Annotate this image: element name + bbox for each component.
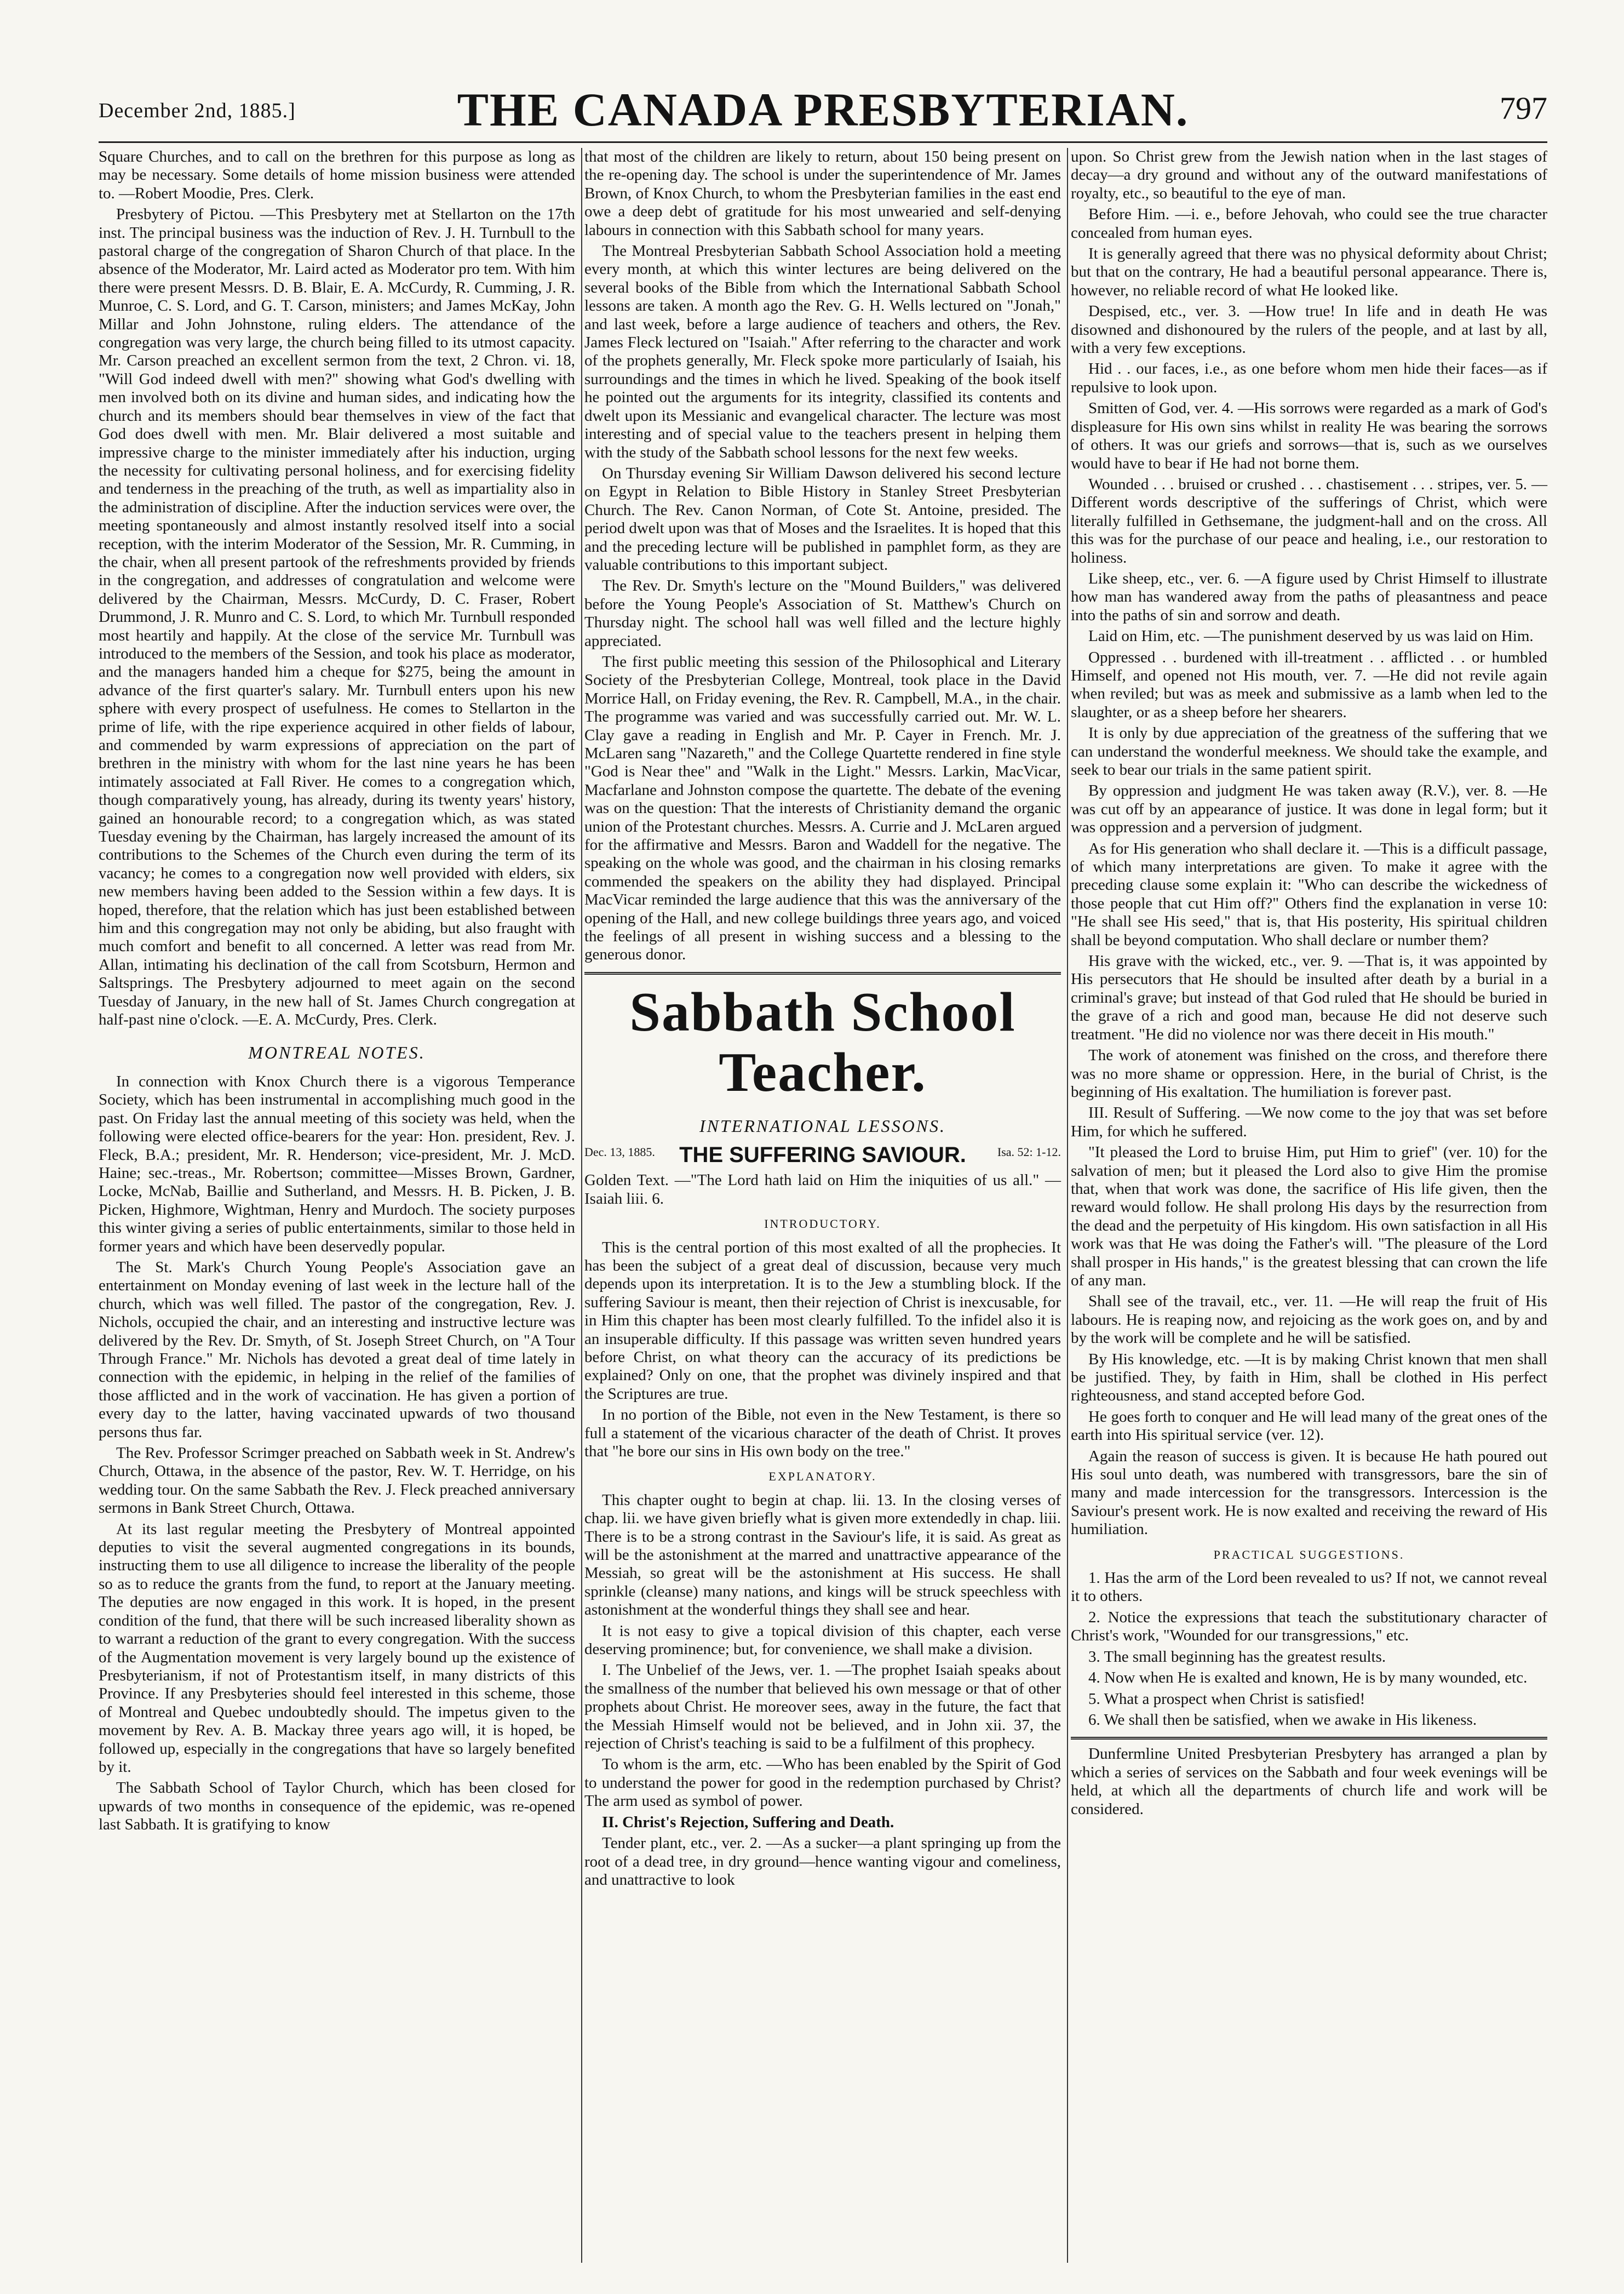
article-paragraph: Before Him. —i. e., before Jehovah, who could see the true character concealed from human eyes. [1071, 205, 1547, 242]
article-paragraph: It is generally agreed that there was no physical deformity about Christ; but that on the contrary, He had a beautiful personal appearance. There is, however, no reliable record of what He looked like. [1071, 245, 1547, 299]
header-rule [99, 141, 1547, 143]
article-paragraph: As for His generation who shall declare it. —This is a difficult passage, of which many interpretations are given. To make it agree with the preceding clause some explain it: "Who can describe the wickedness of those people that cut Him off?" Others find the explanation in verse 10: "He shall see His seed," that is, that His posterity, His spiritual children shall be beyond computation. Who shall declare or number them? [1071, 839, 1547, 949]
suggestion-item: 5. What a prospect when Christ is satisfied! [1088, 1690, 1365, 1708]
article-paragraph: The Rev. Professor Scrimger preached on Sabbath week in St. Andrew's Church, Ottawa, in the absence of the pastor, Rev. W. T. Herridge, on his wedding tour. On the same Sabbath the Rev. J. Fleck preached anniversary sermons in Bank Street Church, Ottawa. [99, 1444, 575, 1517]
suggestion-item: 4. Now when He is exalted and known, He is by many wounded, etc. [1088, 1669, 1528, 1687]
article-paragraph: Wounded . . . bruised or crushed . . . chastisement . . . stripes, ver. 5. —Different words descriptive of the sufferings of Christ, which were literally fulfilled in Gethsemane, the judgment-hall and on the cross. All this was for the purchase of our peace and healing, i.e., our restoration to holiness. [1071, 475, 1547, 567]
article-paragraph: I. The Unbelief of the Jews, ver. 1. —The prophet Isaiah speaks about the smallness of the number that believed his own message or that of other prophets about Christ. He moreover sees, away in the future, the fact that the Messiah Himself would not be believed, and in John xii. 37, the rejection of Christ's teaching is said to be a fulfilment of this prophecy. [584, 1661, 1061, 1753]
section-title-montreal-notes: MONTREAL NOTES. [248, 1042, 426, 1062]
newspaper-title: THE CANADA PRESBYTERIAN. [457, 83, 1189, 136]
column-divider [1067, 148, 1068, 2263]
article-paragraph: By His knowledge, etc. —It is by making Christ known that men shall be justified. They, by faith in Him, shall be clothed in His perfect righteousness, and stand accepted before God. [1071, 1350, 1547, 1405]
section-rule [584, 972, 1061, 975]
column-1 [99, 148, 575, 1837]
page-header [99, 82, 1547, 142]
column-3 [1071, 148, 1547, 1821]
lesson-heading [584, 1143, 1061, 1170]
article-paragraph: The Montreal Presbyterian Sabbath School Association hold a meeting every month, at which this winter lectures are being delivered on the several books of the Bible from which the International Sabbath School lessons are taken. A month ago the Rev. G. H. Wells lectured on "Jonah," and last week, before a large audience of teachers and others, the Rev. James Fleck lectured on "Isaiah." After referring to the character and work of the prophets generally, Mr. Fleck spoke more particularly of Isaiah, his surroundings and the times in which he lived. Speaking of the book itself he pointed out the arguments for its integrity, classified its contents and dwelt upon its Messianic and evangelical character. The lecture was most interesting and of special value to the teachers present in helping them with the study of the Sabbath school lessons for the next few weeks. [584, 242, 1061, 461]
article-paragraph: The Rev. Dr. Smyth's lecture on the "Mound Builders," was delivered before the Young People's Association of St. Matthew's Church on Thursday night. The school hall was well filled and the lecture highly appreciated. [584, 577, 1061, 650]
article-paragraph: Like sheep, etc., ver. 6. —A figure used by Christ Himself to illustrate how man has wandered away from the paths of pleasantness and peace into the paths of sin and sorrow and death. [1071, 569, 1547, 624]
article-paragraph: His grave with the wicked, etc., ver. 9. —That is, it was appointed by His persecutors that He should be insulted after death by a burial in a criminal's grave; but instead of that God ruled that He should be buried in the grave of a rich and good man, because He did not deserve such treatment. "He did no violence nor was there deceit in His mouth." [1071, 952, 1547, 1043]
international-lessons-title: INTERNATIONAL LESSONS. [699, 1115, 946, 1136]
article-paragraph: On Thursday evening Sir William Dawson delivered his second lecture on Egypt in Relation to Bible History in Stanley Street Presbyterian Church. The Rev. Canon Norman, of Cote St. Antoine, presided. The period dwelt upon was that of Moses and the Israelites. It is hoped that this and the preceding lecture will be published in pamphlet form, as they are valuable contributions to this important subject. [584, 464, 1061, 574]
article-paragraph: Square Churches, and to call on the brethren for this purpose as long as may be necessary. Some details of home mission business were attended to. —Robert Moodie, Pres. Clerk. [99, 148, 575, 202]
article-paragraph: It is only by due appreciation of the greatness of the suffering that we can understand the wonderful meekness. We should take the example, and seek to bear our trials in the same patient spirit. [1071, 724, 1547, 779]
article-paragraph: Hid . . our faces, i.e., as one before whom men hide their faces—as if repulsive to look upon. [1071, 360, 1547, 396]
suggestion-item: 6. We shall then be satisfied, when we awake in His likeness. [1088, 1711, 1477, 1729]
article-paragraph: Tender plant, etc., ver. 2. —As a sucker—a plant springing up from the root of a dead tree, in dry ground—hence wanting vigour and comeliness, and unattractive to look [584, 1834, 1061, 1889]
article-paragraph: This chapter ought to begin at chap. lii. 13. In the closing verses of chap. lii. we have given briefly what is given more extendedly in chap. liii. There is to be a strong contrast in the Saviour's life, it is said. As great as will be the astonishment at the marred and unattractive appearance of the Messiah, so great will be the astonishment at His success. He shall sprinkle (cleanse) many nations, and kings will be struck speechless with astonishment at the wonderful things they shall see and hear. [584, 1491, 1061, 1619]
article-paragraph: By oppression and judgment He was taken away (R.V.), ver. 8. —He was cut off by an appearance of justice. It was done in legal form; but it was oppression and a perversion of judgment. [1071, 782, 1547, 837]
section-rule [1071, 1737, 1547, 1740]
lesson-title: THE SUFFERING SAVIOUR. [679, 1143, 966, 1168]
page-number: 797 [1500, 90, 1547, 126]
column-divider [581, 148, 582, 2263]
article-paragraph: He goes forth to conquer and He will lead many of the great ones of the earth into His spiritual service (ver. 12). [1071, 1408, 1547, 1444]
explanatory-heading: EXPLANATORY. [768, 1469, 877, 1484]
article-paragraph: Smitten of God, ver. 4. —His sorrows were regarded as a mark of God's displeasure for His own sins whilst in reality He was bearing the sorrows of others. It was our griefs and sorrows—that is, such as we ourselves would have to bear if He had not borne them. [1071, 399, 1547, 472]
suggestion-item: 1. Has the arm of the Lord been revealed to us? If not, we cannot reveal it to others. [1071, 1569, 1547, 1605]
article-paragraph: Laid on Him, etc. —The punishment deserved by us was laid on Him. [1088, 627, 1534, 645]
practical-suggestions-heading: PRACTICAL SUGGESTIONS. [1213, 1547, 1405, 1561]
article-paragraph: It is not easy to give a topical division of this chapter, each verse deserving prominence; but, for convenience, we shall make a division. [584, 1622, 1061, 1658]
lesson-date: Dec. 13, 1885. [584, 1145, 655, 1159]
article-paragraph: Shall see of the travail, etc., ver. 11. —He will reap the fruit of His labours. He is reaping now, and rejoicing as the work goes on, and by and by the work will be complete and he will be satisfied. [1071, 1292, 1547, 1347]
article-paragraph: At its last regular meeting the Presbytery of Montreal appointed deputies to visit the several augmented congregations in its bounds, instructing them to use all diligence to increase the liberality of the people so as to reduce the grants from the fund, to report at the January meeting. The deputies are now engaged in this work. It is hoped, in the present condition of the fund, that there will be such increased liberality shown as to warrant a reduction of the grant to every congregation. With the success of the Augmentation movement is very largely bound up the existence of Presbyterianism, if not of Protestantism itself, in many districts of this Province. If any Presbyteries should feel interested in this scheme, those of Montreal and Quebec undoubtedly should. The impetus given to the movement by Rev. A. B. Mackay three years ago will, it is hoped, be followed up, especially in the congregations that have so largely benefited by it. [99, 1520, 575, 1776]
article-paragraph: The St. Mark's Church Young People's Association gave an entertainment on Monday evening of last week in the lecture hall of the church, which was well filled. The pastor of the congregation, Rev. J. Nichols, occupied the chair, and an interesting and instructive lecture was delivered by the Rev. Dr. Smyth, of St. Joseph Street Church, on "A Tour Through France." Mr. Nichols has devoted a great deal of time lately in connection with the epidemic, in helping in the relief of the families of those afflicted and in the work of vaccination. He has given a portion of every day to the latter, having vaccinated upwards of two thousand persons thus far. [99, 1258, 575, 1441]
article-paragraph: In connection with Knox Church there is a vigorous Temperance Society, which has been instrumental in accomplishing much good in the past. On Friday last the annual meeting of this society was held, when the following were elected office-bearers for the year: Hon. president, Rev. J. Fleck, B.A.; president, Mr. R. Henderson; vice-president, Mr. J. McD. Haine; sec.-treas., Mr. Robertson; committee—Misses Brown, Gardner, Locke, McNab, Baillie and Sutherland, and Messrs. H. B. Picken, J. B. Picken, Highmore, Wightman, Henry and Murdoch. The society purposes this winter giving a series of public entertainments, similar to those held in former years and which have been deservedly popular. [99, 1072, 575, 1255]
article-paragraph: Dunfermline United Presbyterian Presbytery has arranged a plan by which a series of services on the Sabbath and four week evenings will be held, at which all the departments of church life and work will be considered. [1071, 1745, 1547, 1818]
subsection-heading: II. Christ's Rejection, Suffering and Death. [602, 1813, 894, 1831]
article-paragraph: Oppressed . . burdened with ill-treatment . . afflicted . . or humbled Himself, and opened not His mouth, ver. 7. —He did not revile again when reviled; but was as meek and submissive as a lamb when led to the slaughter, or as a sheep before her shearers. [1071, 648, 1547, 721]
article-paragraph: The work of atonement was finished on the cross, and therefore there was no more shame or oppression. Here, in the burial of Christ, is the beginning of His exaltation. The humiliation is forever past. [1071, 1046, 1547, 1101]
article-paragraph: Presbytery of Pictou. —This Presbytery met at Stellarton on the 17th inst. The principal business was the induction of Rev. J. H. Turnbull to the pastoral charge of the congregation of Sharon Church of that place. In the absence of the Moderator, Mr. Laird acted as Moderator pro tem. With him there were present Messrs. D. B. Blair, E. A. McCurdy, R. Cumming, J. R. Munroe, C. S. Lord, and G. T. Carson, ministers; and James McKay, John Millar and John Johnstone, ruling elders. The attendance of the congregation was very large, the church being filled to its utmost capacity. Mr. Carson preached an excellent sermon from the text, 2 Chron. vi. 18, "Will God indeed dwell with men?" showing what God's dwelling with men involved both on its divine and human sides, and indicating how the church and its members should bear themselves in view of the fact that God does dwell with men. Mr. Blair delivered a most suitable and impressive charge to the minister immediately after his induction, urging the necessity for cultivating personal holiness, and for exercising fidelity and tenderness in the preaching of the truth, as well as impartiality also in the administration of discipline. After the induction services were over, the meeting spontaneously and almost instantly resolved itself into a social reception, with the interim Moderator of the Session, Mr. R. Cumming, in the chair, when all present partook of the refreshments provided by friends in the congregation, and addresses of congratulation and welcome were delivered by the Chairman, Messrs. McCurdy, D. C. Fraser, Robert Drummond, J. R. Munro and C. S. Lord, to which Mr. Turnbull responded most heartily and happily. At the close of the service Mr. Turnbull was introduced to the members of the Session, and took his place as moderator, and the managers handed him a cheque for $275, being the amount in advance of the first quarter's salary. Mr. Turnbull enters upon his new sphere with every prospect of usefulness. He comes to Stellarton in the prime of life, with the ripe experience acquired in other fields of labour, and commended by warm expressions of appreciation on the part of brethren in the ministry with whom for the last nine years he has been intimately associated at Fall River. He comes to a congregation which, though comparatively young, has already, during its twenty years' history, gained an honourable record; to a congregation which, as was stated Tuesday evening by the Chairman, has largely increased the amount of its contributions to the Schemes of the Church even during the term of its vacancy; he comes to a congregation now well provided with elders, six new members having been added to the Session within a few days. It is hoped, therefore, that the relation which has just been established between him and this congregation may not only be abiding, but also fraught with much comfort and benefit to all concerned. A letter was read from Mr. Allan, intimating his declination of the call from Scotsburn, Hermon and Saltsprings. The Presbytery adjourned to meet again on the second Tuesday of January, in the new hall of St. James Church congregation at half-past nine o'clock. —E. A. McCurdy, Pres. Clerk. [99, 205, 575, 1029]
suggestion-item: 2. Notice the expressions that teach the substitutionary character of Christ's work, "Wounded for our transgressions," etc. [1071, 1608, 1547, 1645]
article-paragraph: upon. So Christ grew from the Jewish nation when in the last stages of decay—a dry ground and without any of the outward manifestations of royalty, etc., so beautiful to the eye of man. [1071, 148, 1547, 202]
golden-text: Golden Text. —"The Lord hath laid on Him the iniquities of us all." —Isaiah liii. 6. [584, 1171, 1061, 1208]
column-2 [584, 148, 1061, 1892]
article-paragraph: This is the central portion of this most exalted of all the prophecies. It has been the subject of a great deal of discussion, because very much depends upon its interpretation. It is to the Jew a stumbling block. If the suffering Saviour is meant, then their rejection of Christ is inexcusable, for in Him this chapter has been most clearly fulfilled. To the infidel also it is an insuperable difficulty. If this passage was written seven hundred years before Christ, on what theory can the accuracy of its predictions be explained? Only on one, that the prophet was divinely inspired and that the Scriptures are true. [584, 1238, 1061, 1403]
article-paragraph: The Sabbath School of Taylor Church, which has been closed for upwards of two months in consequence of the epidemic, was re-opened last Sabbath. It is gratifying to know [99, 1779, 575, 1834]
lesson-reference: Isa. 52: 1-12. [997, 1145, 1061, 1159]
introductory-heading: INTRODUCTORY. [764, 1217, 881, 1231]
article-paragraph: that most of the children are likely to return, about 150 being present on the re-opening day. The school is under the superintendence of Mr. James Brown, of Knox Church, to whom the Presbyterian families in the east end owe a deep debt of gratitude for his most unwearied and self-denying labours in connection with this Sabbath school for many years. [584, 148, 1061, 239]
article-paragraph: III. Result of Suffering. —We now come to the joy that was set before Him, for which he suffered. [1071, 1104, 1547, 1140]
suggestion-item: 3. The small beginning has the greatest results. [1088, 1647, 1386, 1666]
article-paragraph: Despised, etc., ver. 3. —How true! In life and in death He was disowned and dishonoured by the rulers of the people, and at last by all, with a very few exceptions. [1071, 302, 1547, 357]
article-paragraph: To whom is the arm, etc. —Who has been enabled by the Spirit of God to understand the power for good in the redemption purchased by Christ? The arm used as symbol of power. [584, 1755, 1061, 1810]
sabbath-school-teacher-heading: Sabbath School Teacher. [629, 981, 1016, 1103]
article-paragraph: "It pleased the Lord to bruise Him, put Him to grief" (ver. 10) for the salvation of men; but it pleased the Lord also to give Him the promise that, when that work was done, the sacrifice of His life given, then the reward would follow. He shall prolong His days by the resurrection from the dead and the perpetuity of His kingdom. His own satisfaction in all His work was that He was doing the Father's will. "The pleasure of the Lord shall prosper in His hands," is the greatest blessing that can crown the life of any man. [1071, 1143, 1547, 1289]
article-paragraph: The first public meeting this session of the Philosophical and Literary Society of the Presbyterian College, Montreal, took place in the David Morrice Hall, on Friday evening, the Rev. R. Campbell, M.A., in the chair. The programme was varied and was successfully carried out. Mr. W. L. Clay gave a reading in English and Mr. P. Cayer in French. Mr. J. McLaren sang "Nazareth," and the College Quartette rendered in fine style "God is Near thee" and "Walk in the Light." Messrs. Larkin, MacVicar, Macfarlane and Johnston compose the quartette. The debate of the evening was on the question: That the interests of Christianity demand the organic union of the Protestant churches. Messrs. A. Currie and J. McLaren argued for the affirmative and Messrs. Baron and Waddell for the negative. The speaking on the whole was good, and the chairman in his closing remarks commended the speakers on the ability they had displayed. Principal MacVicar reminded the large audience that this was the anniversary of the opening of the Hall, and new college buildings three years ago, and voiced the feelings of all present in wishing success and a blessing to the generous donor. [584, 653, 1061, 964]
issue-date: December 2nd, 1885.] [99, 99, 296, 122]
article-paragraph: Again the reason of success is given. It is because He hath poured out His soul unto death, was numbered with transgressors, bare the sin of many and made intercession for the transgressors. Intercession is the Saviour's present work. He is now exalted and receiving the reward of His humiliation. [1071, 1447, 1547, 1538]
article-paragraph: In no portion of the Bible, not even in the New Testament, is there so full a statement of the vicarious character of the death of Christ. It proves that "he bore our sins in His own body on the tree." [584, 1406, 1061, 1460]
